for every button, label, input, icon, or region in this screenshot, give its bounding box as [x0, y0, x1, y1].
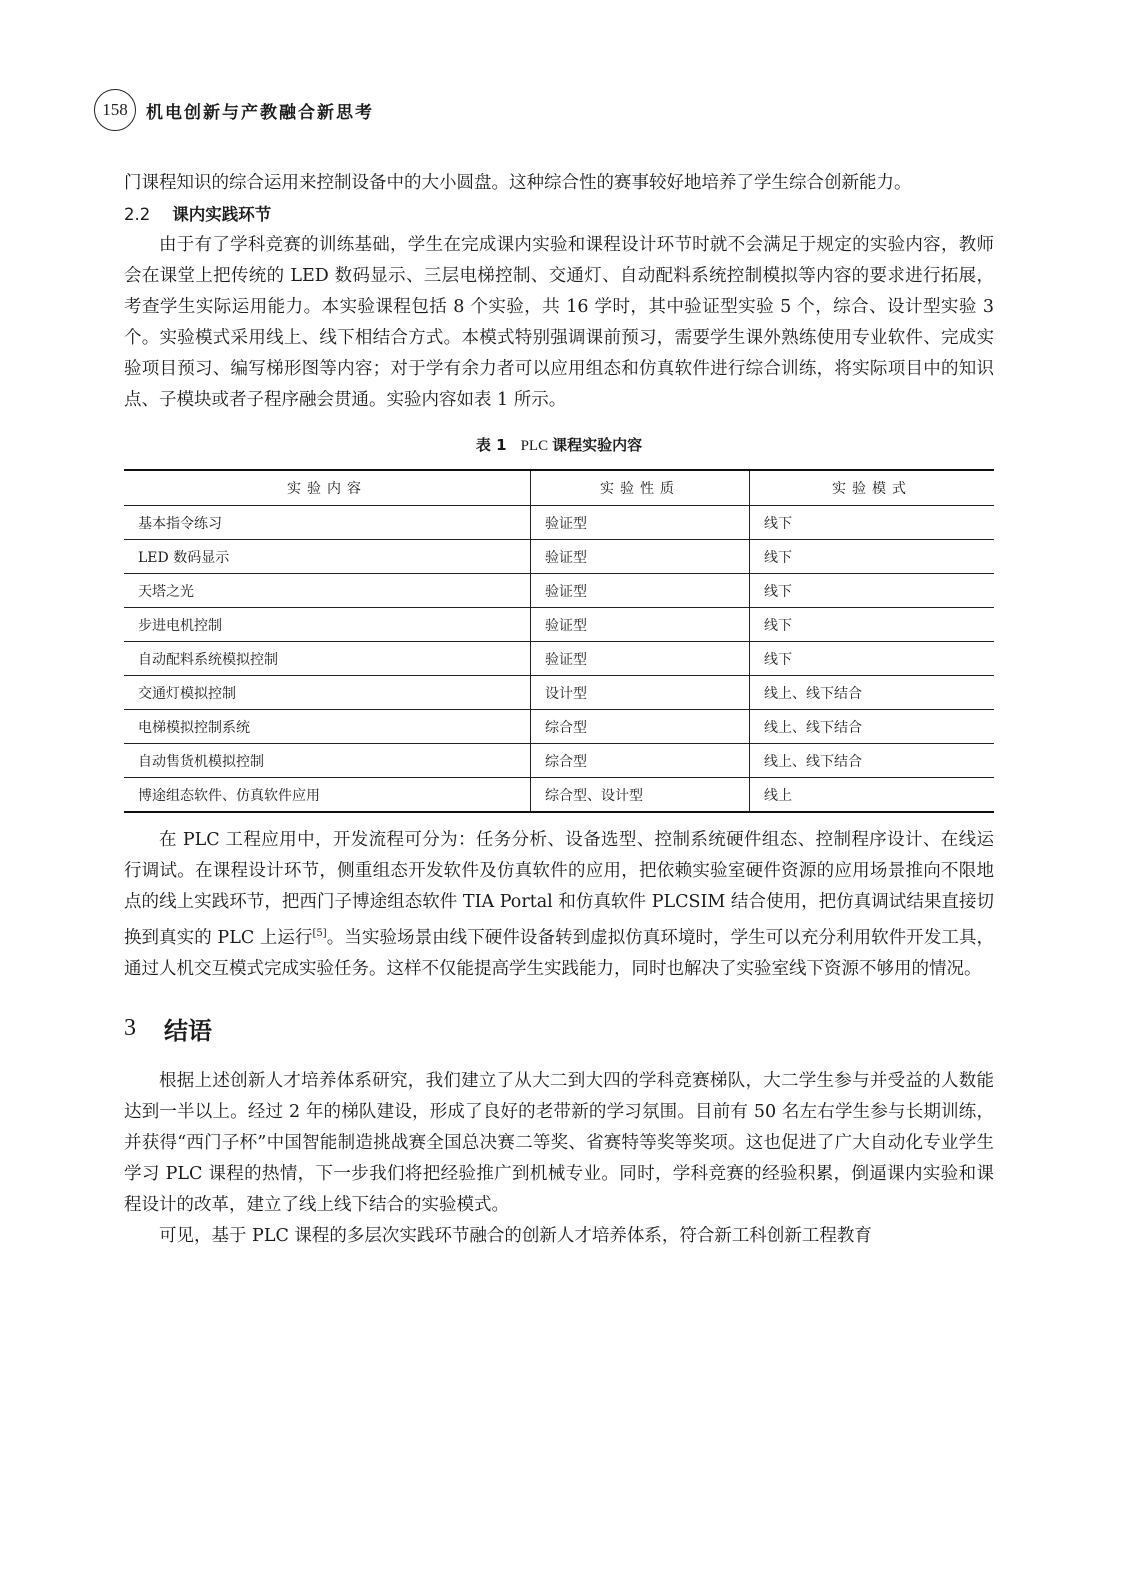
table-label: 表 1	[475, 436, 507, 454]
table-row	[124, 540, 994, 574]
page-body	[124, 168, 994, 1252]
cell-mode: 线下	[750, 540, 995, 574]
cell-content: 自动配料系统模拟控制	[124, 642, 531, 676]
table-row	[124, 574, 994, 608]
cell-content: 博途组态软件、仿真软件应用	[138, 787, 320, 804]
running-title: 机电创新与产教融合新思考	[146, 102, 374, 123]
cell-nature: 设计型	[531, 676, 750, 710]
section-heading-2-2	[124, 199, 994, 230]
table-caption	[124, 434, 994, 455]
cell-content: 交通灯模拟控制	[124, 676, 531, 710]
table-code: PLC	[520, 438, 549, 454]
table-header-row	[124, 470, 994, 506]
paragraph-plc-text-a: 在 PLC 工程应用中，开发流程可分为：任务分析、设备选型、控制系统硬件组态、控制程序设计、在线运行调试。在课程设计环节，侧重组态开发软件及仿真软件的应用，把依赖实验室硬件资源的应用场景推向不限地点的线上实践环节，把西门子博途组态软件 TIA Portal 和仿真软件 PLCSIM 结合使用，把仿真调试结果直接切换到真实的 PLC 上运行	[124, 830, 994, 948]
cell-content: 自动售货机模拟控制	[124, 744, 531, 778]
section-heading-3	[124, 1011, 994, 1046]
cell-mode: 线下	[750, 608, 995, 642]
cell-mode: 线上	[750, 778, 995, 813]
section-number: 2.2	[124, 205, 151, 224]
section-title: 结语	[164, 1016, 212, 1045]
section-title: 课内实践环节	[172, 205, 272, 224]
paragraph-plc-workflow	[124, 825, 994, 985]
section-number: 3	[124, 1014, 136, 1041]
table-row	[124, 744, 994, 778]
table-row	[124, 642, 994, 676]
cell-content: 电梯模拟控制系统	[124, 710, 531, 744]
page-header	[94, 89, 374, 131]
cell-content: 天塔之光	[124, 574, 531, 608]
table-row	[124, 710, 994, 744]
cell-mode: 线上、线下结合	[750, 676, 995, 710]
cell-nature: 验证型	[531, 642, 750, 676]
table-title: 课程实验内容	[552, 436, 643, 454]
header-nature: 实验性质	[531, 470, 750, 506]
paragraph-plc-text-b: 。当实验场景由线下硬件设备转到虚拟仿真环境时，学生可以充分利用软件开发工具，通过人机交互模式完成实验任务。这样不仅能提高学生实践能力，同时也解决了实验室线下资源不够用的情况。	[124, 927, 995, 979]
header-content: 实验内容	[124, 470, 531, 506]
cell-nature: 综合型	[531, 744, 750, 778]
cell-nature: 验证型	[531, 608, 750, 642]
page-number: 158	[94, 89, 136, 131]
cell-mode: 线上、线下结合	[750, 744, 995, 778]
citation-reference: [5]	[312, 928, 327, 939]
paragraph-continuation: 门课程知识的综合运用来控制设备中的大小圆盘。这种综合性的赛事较好地培养了学生综合创新能力。	[124, 173, 912, 193]
table-row	[124, 676, 994, 710]
cell-mode: 线下	[750, 574, 995, 608]
cell-nature: 验证型	[531, 540, 750, 574]
cell-nature: 综合型	[531, 710, 750, 744]
cell-content: 基本指令练习	[124, 506, 531, 540]
cell-content: 步进电机控制	[124, 608, 531, 642]
cell-nature: 验证型	[531, 574, 750, 608]
cell-content: LED 数码显示	[124, 540, 531, 574]
header-mode: 实验模式	[750, 470, 995, 506]
table-row	[124, 608, 994, 642]
paragraph-practice: 由于有了学科竞赛的训练基础，学生在完成课内实验和课程设计环节时就不会满足于规定的实验内容，教师会在课堂上把传统的 LED 数码显示、三层电梯控制、交通灯、自动配料系统控制模拟等内容的要求进行拓展，考查学生实际运用能力。本实验课程包括 8 个实验，共 16 学时，其中验证型实验 5 个，综合、设计型实验 3 个。实验模式采用线上、线下相结合方式。本模式特别强调课前预习，需要学生课外熟练使用专业软件、完成实验项目预习、编写梯形图等内容；对于学有余力者可以应用组态和仿真软件进行综合训练，将实际项目中的知识点、子模块或者子程序融会贯通。实验内容如表 1 所示。	[124, 235, 994, 410]
cell-nature: 综合型、设计型	[531, 778, 750, 813]
paragraph-conclusion-1: 根据上述创新人才培养体系研究，我们建立了从大二到大四的学科竞赛梯队，大二学生参与并受益的人数能达到一半以上。经过 2 年的梯队建设，形成了良好的老带新的学习氛围。目前有 50 名左右学生参与长期训练，并获得“西门子杯”中国智能制造挑战赛全国总决赛二等奖、省赛特等奖等奖项。这也促进了广大自动化专业学生学习 PLC 课程的热情，下一步我们将把经验推广到机械专业。同时，学科竞赛的经验积累，倒逼课内实验和课程设计的改革，建立了线上线下结合的实验模式。	[124, 1070, 994, 1215]
cell-mode: 线下	[750, 506, 995, 540]
cell-mode: 线上、线下结合	[750, 710, 995, 744]
cell-nature: 验证型	[531, 506, 750, 540]
cell-mode: 线下	[750, 642, 995, 676]
table-row	[124, 506, 994, 540]
paragraph-conclusion-2: 可见，基于 PLC 课程的多层次实践环节融合的创新人才培养体系，符合新工科创新工程教育	[159, 1225, 872, 1246]
experiment-table	[124, 469, 994, 813]
table-row	[124, 778, 994, 813]
